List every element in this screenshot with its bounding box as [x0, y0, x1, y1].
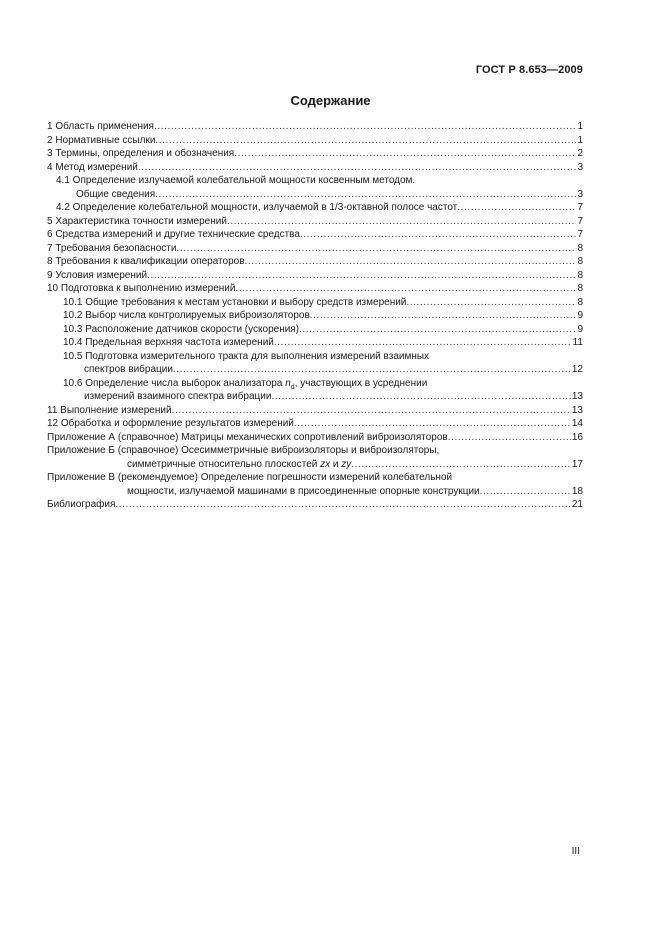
toc-entry-continuation[interactable]	[47, 485, 583, 499]
toc-page: 14	[571, 418, 583, 429]
toc-label: 4.2 Определение колебательной мощности, излучаемой в 1/3-октавной полосе частот	[56, 202, 458, 213]
toc-page: 13	[571, 404, 583, 416]
document-header: ГОСТ Р 8.653—2009	[475, 64, 583, 76]
toc-page: 7	[577, 215, 583, 227]
toc-entry[interactable]	[47, 134, 583, 148]
toc-label-continued: симметричные относительно плоскостей zx и zy	[127, 458, 352, 470]
toc-entry-first-line[interactable]	[47, 444, 583, 458]
page-title: Содержание	[290, 93, 371, 108]
toc-page: 13	[571, 391, 583, 402]
toc-label: 12 Обработка и оформление результатов измерений	[47, 418, 294, 429]
toc-entry[interactable]	[47, 282, 583, 296]
toc-entry[interactable]	[47, 498, 583, 512]
toc-label: Библиография	[47, 499, 116, 510]
toc-page: 8	[577, 242, 583, 254]
toc-entry-continuation[interactable]	[47, 390, 583, 404]
toc-entry[interactable]	[47, 296, 583, 310]
toc-label: 10.5 Подготовка измерительного тракта для выполнения измерений взаимных	[63, 350, 430, 362]
toc-entry[interactable]	[47, 215, 583, 229]
toc-label: 10 Подготовка к выполнению измерений	[47, 283, 236, 294]
variable-zy: zy	[341, 458, 352, 470]
variable-zx: zx	[320, 458, 331, 470]
toc-label-continued: мощности, излучаемой машинами в присоединенные опорные конструкции	[127, 485, 480, 497]
toc-label-continued: Общие сведения	[76, 188, 156, 200]
toc-label: 11 Выполнение измерений	[47, 404, 172, 416]
toc-entry[interactable]	[47, 147, 583, 161]
toc-label: 7 Требования безопасности	[47, 242, 177, 254]
toc-page: 3	[577, 161, 583, 173]
toc-label: 4.1 Определение излучаемой колебательной мощности косвенным методом.	[56, 175, 416, 186]
toc-page: 9	[577, 323, 583, 335]
toc-page: 1	[577, 134, 583, 146]
toc-page: 18	[571, 485, 583, 497]
table-of-contents	[47, 120, 583, 512]
toc-entry[interactable]	[47, 404, 583, 418]
toc-label: 2 Нормативные ссылки	[47, 134, 156, 146]
toc-page: 2	[577, 148, 583, 159]
toc-label: 8 Требования к квалификации операторов	[47, 256, 245, 267]
toc-label: Приложение А (справочное) Матрицы механических сопротивлений виброизоляторов	[47, 431, 448, 443]
toc-page: 21	[571, 499, 583, 510]
toc-label: 9 Условия измерений	[47, 269, 148, 281]
toc-label: 6 Средства измерений и другие технические средства	[47, 229, 300, 240]
toc-label: Приложение В (рекомендуемое) Определение погрешности измерений колебательной	[47, 472, 453, 483]
toc-entry[interactable]	[47, 269, 583, 283]
toc-label: 4 Метод измерений	[47, 161, 138, 173]
toc-page: 11	[572, 337, 583, 348]
toc-page: 1	[577, 121, 583, 132]
page-number: III	[571, 846, 580, 857]
toc-entry[interactable]	[47, 242, 583, 256]
toc-label-continued: измерений взаимного спектра вибрации	[84, 391, 272, 402]
toc-page: 16	[571, 431, 583, 443]
toc-entry-first-line[interactable]	[47, 350, 583, 364]
toc-entry[interactable]	[47, 417, 583, 431]
toc-entry[interactable]	[47, 431, 583, 445]
variable-n: n	[285, 377, 291, 389]
toc-label: 1 Область применения	[47, 121, 154, 132]
toc-label: 10.4 Предельная верхняя частота измерений	[63, 337, 274, 348]
toc-entry[interactable]	[47, 336, 583, 350]
toc-page: 9	[577, 310, 583, 321]
toc-page: 7	[577, 202, 583, 213]
toc-entry-first-line[interactable]	[47, 471, 583, 485]
toc-page: 8	[577, 256, 583, 267]
toc-page: 8	[577, 283, 583, 294]
subscript-d: d	[290, 383, 295, 391]
toc-entry[interactable]	[47, 323, 583, 337]
toc-label-continued: спектров вибрации	[84, 364, 173, 375]
toc-label: 10.2 Выбор числа контролируемых виброизоляторов	[63, 310, 310, 321]
toc-entry-continuation[interactable]	[47, 188, 583, 202]
toc-entry[interactable]	[47, 228, 583, 242]
toc-entry[interactable]	[47, 255, 583, 269]
toc-label: 10.1 Общие требования к местам установки и выбору средств измерений	[63, 296, 407, 308]
toc-page: 17	[571, 458, 583, 470]
toc-entry-first-line[interactable]	[47, 377, 583, 391]
toc-page: 8	[577, 269, 583, 281]
toc-entry-first-line[interactable]	[47, 174, 583, 188]
toc-entry[interactable]	[47, 161, 583, 175]
toc-page: 8	[577, 296, 583, 308]
toc-entry-continuation[interactable]	[47, 458, 583, 472]
toc-label: 10.3 Расположение датчиков скорости (ускорения)	[63, 323, 300, 335]
toc-entry[interactable]	[47, 120, 583, 134]
toc-label: 3 Термины, определения и обозначения	[47, 148, 235, 159]
toc-entry[interactable]	[47, 201, 583, 215]
toc-page: 7	[577, 229, 583, 240]
toc-label: Приложение Б (справочное) Осесимметричные виброизоляторы и виброизоляторы,	[47, 445, 440, 456]
toc-page: 12	[571, 364, 583, 375]
toc-entry-continuation[interactable]	[47, 363, 583, 377]
toc-label: 10.6 Определение числа выборок анализатора $n_d$, участвующих в усреднении	[63, 377, 428, 391]
toc-page: 3	[577, 188, 583, 200]
toc-label: 5 Характеристика точности измерений	[47, 215, 227, 227]
toc-entry[interactable]	[47, 309, 583, 323]
